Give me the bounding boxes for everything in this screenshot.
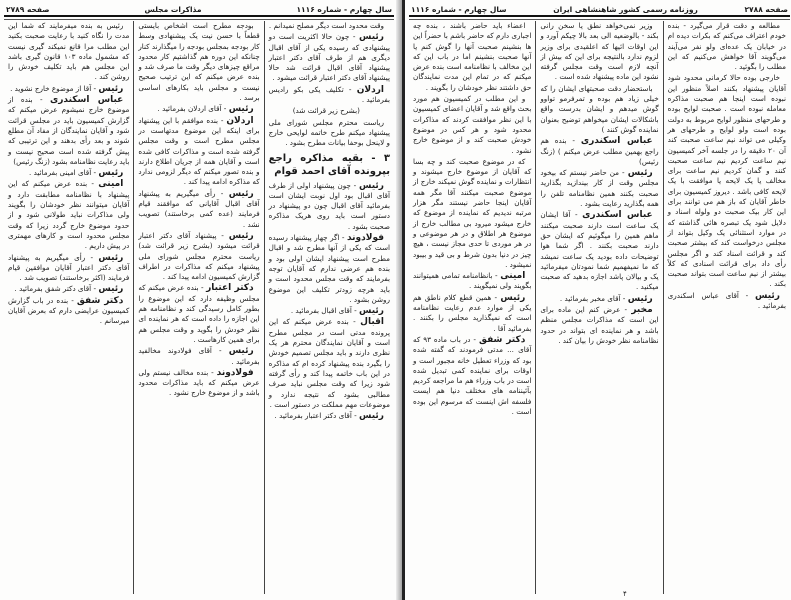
paragraph	[8, 179, 129, 251]
paragraph	[8, 21, 129, 83]
paragraph	[138, 21, 259, 103]
speaker-name: دکتر شفق	[76, 295, 124, 306]
text-column	[264, 21, 394, 594]
header-rule	[4, 15, 394, 20]
speaker-name: عباس اسکندری	[580, 136, 653, 147]
paragraph-text: - چون حالا اکثریت است دو پیشنهادی که رسیده یکی از آقای اقبال دیگری هم از طرف آقای دکتر اعتبار پیشنهاد آقای اقبال قرائت شد حالا پیشنهاد آقای دکتر اعتبار قرائت میشود .	[268, 32, 390, 83]
speaker-name: رئیس	[500, 292, 526, 303]
paragraph-text: خارجی بوده حالا کرمانی محدود شود آقایان پیشنهاد بکنند اصلاً منظور این نبوده است اینجا هم صحبت مذاکره معامله نبوده است . صحبت لوایح بوده و طرحهای منظور لوایح مربوط به دولت بوده است ولو لوایح و طرحهای هر وکیلی می تواند نیم ساعت صحبت کند آن ۲۰ دقیقه را در جلسه آخر کمیسیون نیم ساعت کردیم نیم ساعت صحبت کنند و گمان کردیم نیم ساعت برای مخالف یا یک لایحه یا موافقت با یک لایحه کافی باشد . دیروز کمیسیون برای خاطر آقایان که باز هم می توانند برای این کار بیک صحبت دو ولوله اسناد و دلایل شود یک تبصره هائی گذاشته که در موارد استثنائی یک وکیل بتواند از مجلس درخواست کند که بیشتر صحبت کند و قرائت اسناد کند و اگر مجلس رأی داد برای قرائت اسنادی که کلاً بیشتر از نیم ساعت است بتواند صحبت بکند .	[667, 73, 786, 289]
page-number: صفحه ۲۷۸۸	[744, 5, 788, 14]
paragraph	[269, 118, 390, 149]
paragraph-text: بودجه مطرح است اشخاص بایستی قطعاً با حسن نیت یک پیشنهادی وسط کار بودجه بمجلس بودجه را میگذارند کنار چنانکه این دوره هم گذاشتیم کار محدود مراقع چیزهای دیگر وقت ما صرف شد و بنده عرض میکنم که این ترتیب صحیح نیست و مجلس باید بکارهای اساسی برسد .	[138, 21, 260, 103]
paragraph	[138, 283, 259, 345]
speaker-name: رئیس	[359, 411, 384, 422]
speaker-name: رئیس	[98, 252, 124, 263]
paragraph-text: - تکلیف یکی بکو رادیس بفرمائید .	[268, 84, 390, 105]
paragraph	[668, 291, 786, 312]
paragraph	[540, 294, 658, 304]
speaker-name: امینی	[500, 271, 526, 282]
speaker-name: عباس اسکندری	[49, 95, 124, 106]
paragraph	[269, 306, 390, 316]
columns	[4, 21, 394, 594]
speaker-name: مخبر	[631, 305, 653, 316]
paragraph-text: - رأی میگیریم به پیشنهاد آقای اقبال آقایانی که موافقند قیام فرمایند (عده کمی برخاستند) تصویب نشد .	[138, 188, 260, 229]
paragraph-text: - آقای امینی بفرمائید .	[29, 168, 99, 178]
paragraph-text: - بنده مخالف نیستم ولی عرض میکنم که باید مذاکرات محدود باشد و از موضوع خارج نشود .	[138, 367, 260, 398]
paragraph	[269, 317, 390, 410]
paragraph-text: - آقای دکتر شفق بفرمائید .	[14, 284, 99, 294]
paragraph-text: - بنده در باب گزارش کمیسیون عرایضی دارم که بعرض آقایان میرسانم .	[8, 295, 130, 326]
paragraph	[540, 210, 658, 292]
paragraph-text: - عرض کنم این ماده برای این است که مذاکرات مجلس منظم باشد و هر نماینده ای بتواند در حدود نظامنامه نظر خودش را بیان کند .	[540, 305, 659, 345]
columns	[409, 21, 790, 594]
paragraph	[8, 84, 129, 94]
paragraph-text: - پیشنهاد آقای دکتر اعتبار قرائت میشود (بشرح زیر قرائت شد) ریاست محترم مجلس شورای ملی پیشنهاد میکنم که مذاکرات در اطراف گزارش کمیسیون ادامه پیدا کند .	[138, 230, 260, 282]
paragraph-text: رئیس به بنده میفرمایند که شما این مدت را نگاه کنید با رعایت صحبت بکنید این مطلب مرا قانع نمیکند گیری نیست که مشمول ماده ۱۰۳ قانون گیری باشد این مجلس هم باید تکلیف خودش را روشن کند .	[8, 21, 130, 82]
speaker-name: رئیس	[755, 290, 780, 301]
speaker-name: رئیس	[359, 32, 384, 43]
paragraph	[8, 95, 129, 167]
paragraph-text: وقت محدود است دیگر مصلح نمیدانم .	[268, 21, 384, 30]
paragraph-text: - آقای اردلان بفرمائید .	[157, 104, 229, 114]
footer-number: ۴	[623, 590, 627, 598]
speaker-name: رئیس	[98, 284, 124, 295]
right-page	[402, 0, 791, 600]
paragraph-text: - آقای مخبر بفرمائید .	[559, 293, 628, 303]
paragraph-text: - بنده عرض میکنم که این پیشنهاد با نظامنامه مطابقت دارد و آقایان میتوانند نظر خودشان را بگویند ولی مذاکرات نباید طولانی شود و از حدود موضوع خارج گردد زیرا که وقت مجلس محدود است و کارهای مهمتری در پیش داریم .	[8, 179, 130, 251]
speaker-name: رئیس	[627, 168, 653, 179]
page-header	[411, 4, 788, 15]
speaker-name: اردلان	[356, 84, 384, 95]
speaker-name: رئیس	[98, 83, 124, 94]
paragraph	[138, 104, 259, 114]
paragraph	[413, 94, 531, 156]
speaker-name: فولادوند	[346, 233, 384, 244]
paragraph	[138, 346, 259, 367]
paragraph	[413, 335, 531, 417]
paragraph	[413, 157, 531, 270]
paragraph	[269, 21, 390, 31]
paragraph	[540, 136, 658, 167]
paragraph	[668, 73, 786, 289]
paragraph	[138, 116, 259, 188]
procedural-note	[269, 106, 390, 116]
paragraph	[138, 231, 259, 282]
paragraph-text: - بنده عرض میکنم که مجلس وظیفه دارد که این موضوع را بطور کامل رسیدگی کند و نظامنامه هم این اجازه را داده است که هر نماینده ای نظر خودش را بگوید و وقت مجلس هم برای همین کارهاست .	[138, 283, 260, 344]
running-title: مذاکرات مجلس	[144, 5, 202, 14]
paragraph	[8, 296, 129, 327]
paragraph-text: - من حاضر نیستم که بیخود مجلس وقت از کار بیندازید بگذارید صحبت بکنند همین نظامنامه تلفن را همه بگذارید رعایت بشود .	[540, 168, 659, 209]
speaker-name: رئیس	[228, 346, 254, 357]
text-column	[535, 21, 662, 594]
text-column	[133, 21, 263, 594]
paragraph-text: - چون پیشنهاد اولی از طرف آقای اقبال بود اول نوبت ایشان است بفرمائید آقای اقبال چون دو پیشنهاد در دستور است باید روی هریک مذاکره صحبت بشود .	[268, 180, 390, 231]
section-heading	[269, 152, 390, 178]
paragraph-text: - آقا از موضوع خارج نشوید .	[10, 83, 99, 93]
paragraph-text: - همین قطع کلام ناطق هم یکی از موارد عدم رعایت نظامنامه است که نمیگذارید مجلس را بکنند . بفرمائید آقا .	[413, 292, 532, 333]
paragraph	[8, 284, 129, 294]
paragraph-text: - اگر چهار پیشنهاد رسیده است که یکی از آنها مطرح شد و اقبال مطرح است پیشنهاد ایشان اولی بود و بنده هم عرضی ندارم که آقایان توجه بفرمایند که وقت مجلس محدود است و باید هرچه زودتر تکلیف این موضوع روشن بشود .	[268, 233, 390, 304]
text-column	[4, 21, 133, 594]
paragraph	[413, 293, 531, 334]
paragraph-text: وزیر نمی‌خواهد نطق یا سخن رانی بکند - بالوضعیه الی بعد بالا چیکم آورد و این اوقات ائیها که اعلقیدی برای وزیر لزوم ندارد بالنتیجه برای این که بیش از آنچه لازم است وقت مجلس گرفته نشود این ماده پیشنهاد شده است .	[540, 21, 659, 82]
paragraph-text: و این مطلب در کمیسیون هم مورد بحث واقع شد و آقایان اعضای کمیسیون با این نظر موافقت کردند که مذاکرات محدود شود و هر کس در موضوع خودش صحبت کند و از موضوع خارج نشود .	[413, 94, 532, 155]
paragraph	[138, 189, 259, 230]
speaker-name: امینی	[98, 179, 124, 190]
text-column	[409, 21, 535, 594]
speaker-name: عباس اسکندری	[582, 210, 653, 221]
speaker-name: فولادوند	[216, 367, 254, 378]
header-rule	[409, 15, 790, 20]
paragraph	[413, 271, 531, 292]
paragraph	[269, 85, 390, 106]
paragraph	[540, 84, 658, 135]
paragraph-text: - آقای دکتر اعتبار بفرمائید .	[274, 411, 360, 421]
paragraph-text: ۳ - بقیه مذاکره راجع بپرونده آقای احمد قوام	[268, 152, 390, 177]
paragraph	[668, 21, 786, 72]
paragraph-text: - آقای اقبال بفرمائید .	[290, 306, 360, 316]
paragraph	[269, 411, 390, 421]
issue-number: سال چهارم - شماره ۱۱۱۶	[296, 5, 392, 14]
paragraph-text: (بشرح زیر قرائت شد)	[292, 106, 360, 116]
paragraph	[540, 168, 658, 209]
paragraph	[540, 305, 658, 346]
issue-number: سال چهارم - شماره ۱۱۱۶	[411, 5, 507, 14]
page-number: صفحه ۲۷۸۹	[6, 5, 50, 14]
paragraph-text: - رأی میگیریم به پیشنهاد آقای دکتر اعتبار آقایان موافقین قیام فرمایند (اکثر برخاستند) تصویب شد .	[8, 252, 130, 283]
speaker-name: رئیس	[228, 104, 254, 115]
page-header	[6, 4, 392, 15]
paragraph-text: - آقا ایشان یک ساعت است دارند صحبت میکنند ماهم همین را میگوئیم که ایشان حق دارند صحبت بکنند . اگر شما هوا توضیحات داده بودید یک ساعت نمیشد که ما نمیفهمیم شما نمودتان میفرمائید یک و بیالان پاشد اجازه بدهید که صحبت میکنید .	[540, 210, 659, 292]
paragraph	[8, 168, 129, 178]
paragraph-text: - بنده از موضوع خارج نمیشوم عرض میکنم که گزارش کمیسیون باید در مجلس قرائت شود و آقایان نمایندگان از مفاد آن مطلع شوند و بعد رأی بدهند و این ترتیبی که پیش گرفته شده است صحیح نیست و باید رعایت نظامنامه بشود (زنگ رئیس)	[8, 95, 130, 166]
paragraph-text: - آقای عباس اسکندری بفرمائید .	[667, 290, 786, 311]
speaker-name: رئیس	[228, 188, 254, 199]
paragraph	[269, 233, 390, 305]
speaker-name: اقبال	[360, 317, 384, 328]
paragraph-text: ریاست محترم مجلس شورای ملی پیشنهاد میکنم طرح خاتمه لوایحی خارج و لاینحل بوحفا بیانات مطرح بشود .	[268, 117, 390, 148]
paragraph-text: - بنده موافقم با این پیشنهاد برای اینکه این موضوع مدتهاست در مجلس مطرح است و وقت مجلس گرفته شده است و مذاکرات کافی شده است و آقایان همه از جریان اطلاع دارند و بنده تصور میکنم که دیگر لزومی ندارد که مذاکره ادامه پیدا کند .	[138, 115, 260, 187]
paragraph-text: - آقای فولادوند مخالفید بفرمائید .	[138, 346, 260, 366]
speaker-name: دکتر اعتبار	[206, 283, 254, 294]
paragraph	[8, 253, 129, 284]
paragraph-text: - در باب ماده ۹۳ که آقای ... مدتی فرمودند که گفته شده بود که وزراء تعطیل خانه مجبور است و اوقات برای نماینده کمی تبدیل شده است در باب وزراء هم ما مراجعه کردیم بآئیننامه های مختلف دنیا هم ایست فلسفه اش اینست که مرسوم این بوده است .	[413, 334, 532, 416]
speaker-name: رئیس	[359, 180, 384, 191]
text-column	[663, 21, 790, 594]
speaker-name: رئیس	[359, 306, 384, 317]
paragraph	[540, 21, 658, 83]
speaker-name: رئیس	[228, 230, 254, 241]
paragraph-text: - بانظامنامه تمامی همیتوانند بگویند ولی نمیگویند .	[413, 271, 532, 291]
paragraph-text: - بنده عرض میکنم که این پرونده مدتی است در مجلس مطرح است و آقایان نمایندگان محترم هر یک نظری دارند و باید مجلس تصمیم خودش را بگیرد بنده پیشنهاد کرده ام که مذاکره در این باب خاتمه پیدا کند و رأی گرفته شود زیرا که وقت مجلس نباید صرف مطالبی بشود که نتیجه ندارد و موضوعات مهم مملکت در دستور است .	[268, 317, 390, 409]
paragraph-text: که در موضوع صحبت کند و چه بسا که آقایان از موضوع خارج میشوند و انتظارات و نماینده گوش نمیکند خارج از موضوع صحبت میکنند آقا مگر همه آقایان اینجا حاضر نیستند مگر هزار مرتبه ندیدیم که نماینده از موضوع که خارج میشود میرود بی مطالب خارج از موضوع هر اطلاق و در هر موضوعی و در هر موردی تا حدی مجاز نیست ، هیچ چیز در دنیا بدون شرط و بی قید و بیبود نمیشود .	[413, 156, 532, 269]
paragraph-text: باستحضار دقت صحبتهای ایشان را که خیلی زیاد هم بوده و تمرفرمو تواوو گوش میدهم و ایشان بدرست واقع باشکالات ایشان میخواهم توضیح بعنوان نماینده گوش کنند )	[540, 83, 659, 134]
paragraph-text: اعضاء باید حاضر باشند ، بنده چه اجباری دارم که حاضر باشم با حضراً این ها بنشینم صحبت آنها را گوش کنم یا آنها صحبت بنشینم اما در باب این که این مخالف با نظامنامه است بنده عرض میکنم که در تمام این مدت نمایندگان حق داشتند نظر خودشان را بگویند .	[413, 21, 532, 92]
speaker-name: رئیس	[98, 168, 124, 179]
paragraph-text: - بنده هم راجع بهمین مطلب عرض میکنم ) (زنگ رئیس)	[540, 136, 659, 166]
paragraph	[138, 368, 259, 399]
speaker-name: اردلان	[226, 115, 254, 126]
paragraph-text: مطالعه و دقت قرار می‌گیرد - بنده خودم اعتراف می‌کنم که بکرات دیده ام در خیابان یک عده‌ای ولو نفر می‌آیند می‌گویند آقا خواهش می‌کنیم که این مطلب را بگوئید .	[667, 21, 786, 72]
paragraph	[413, 21, 531, 93]
paragraph	[269, 181, 390, 232]
speaker-name: دکتر شفق	[478, 334, 526, 345]
paragraph	[269, 32, 390, 83]
speaker-name: رئیس	[627, 293, 653, 304]
running-title: روزنامه رسمی کشور شاهنشاهی ایران	[553, 5, 698, 14]
